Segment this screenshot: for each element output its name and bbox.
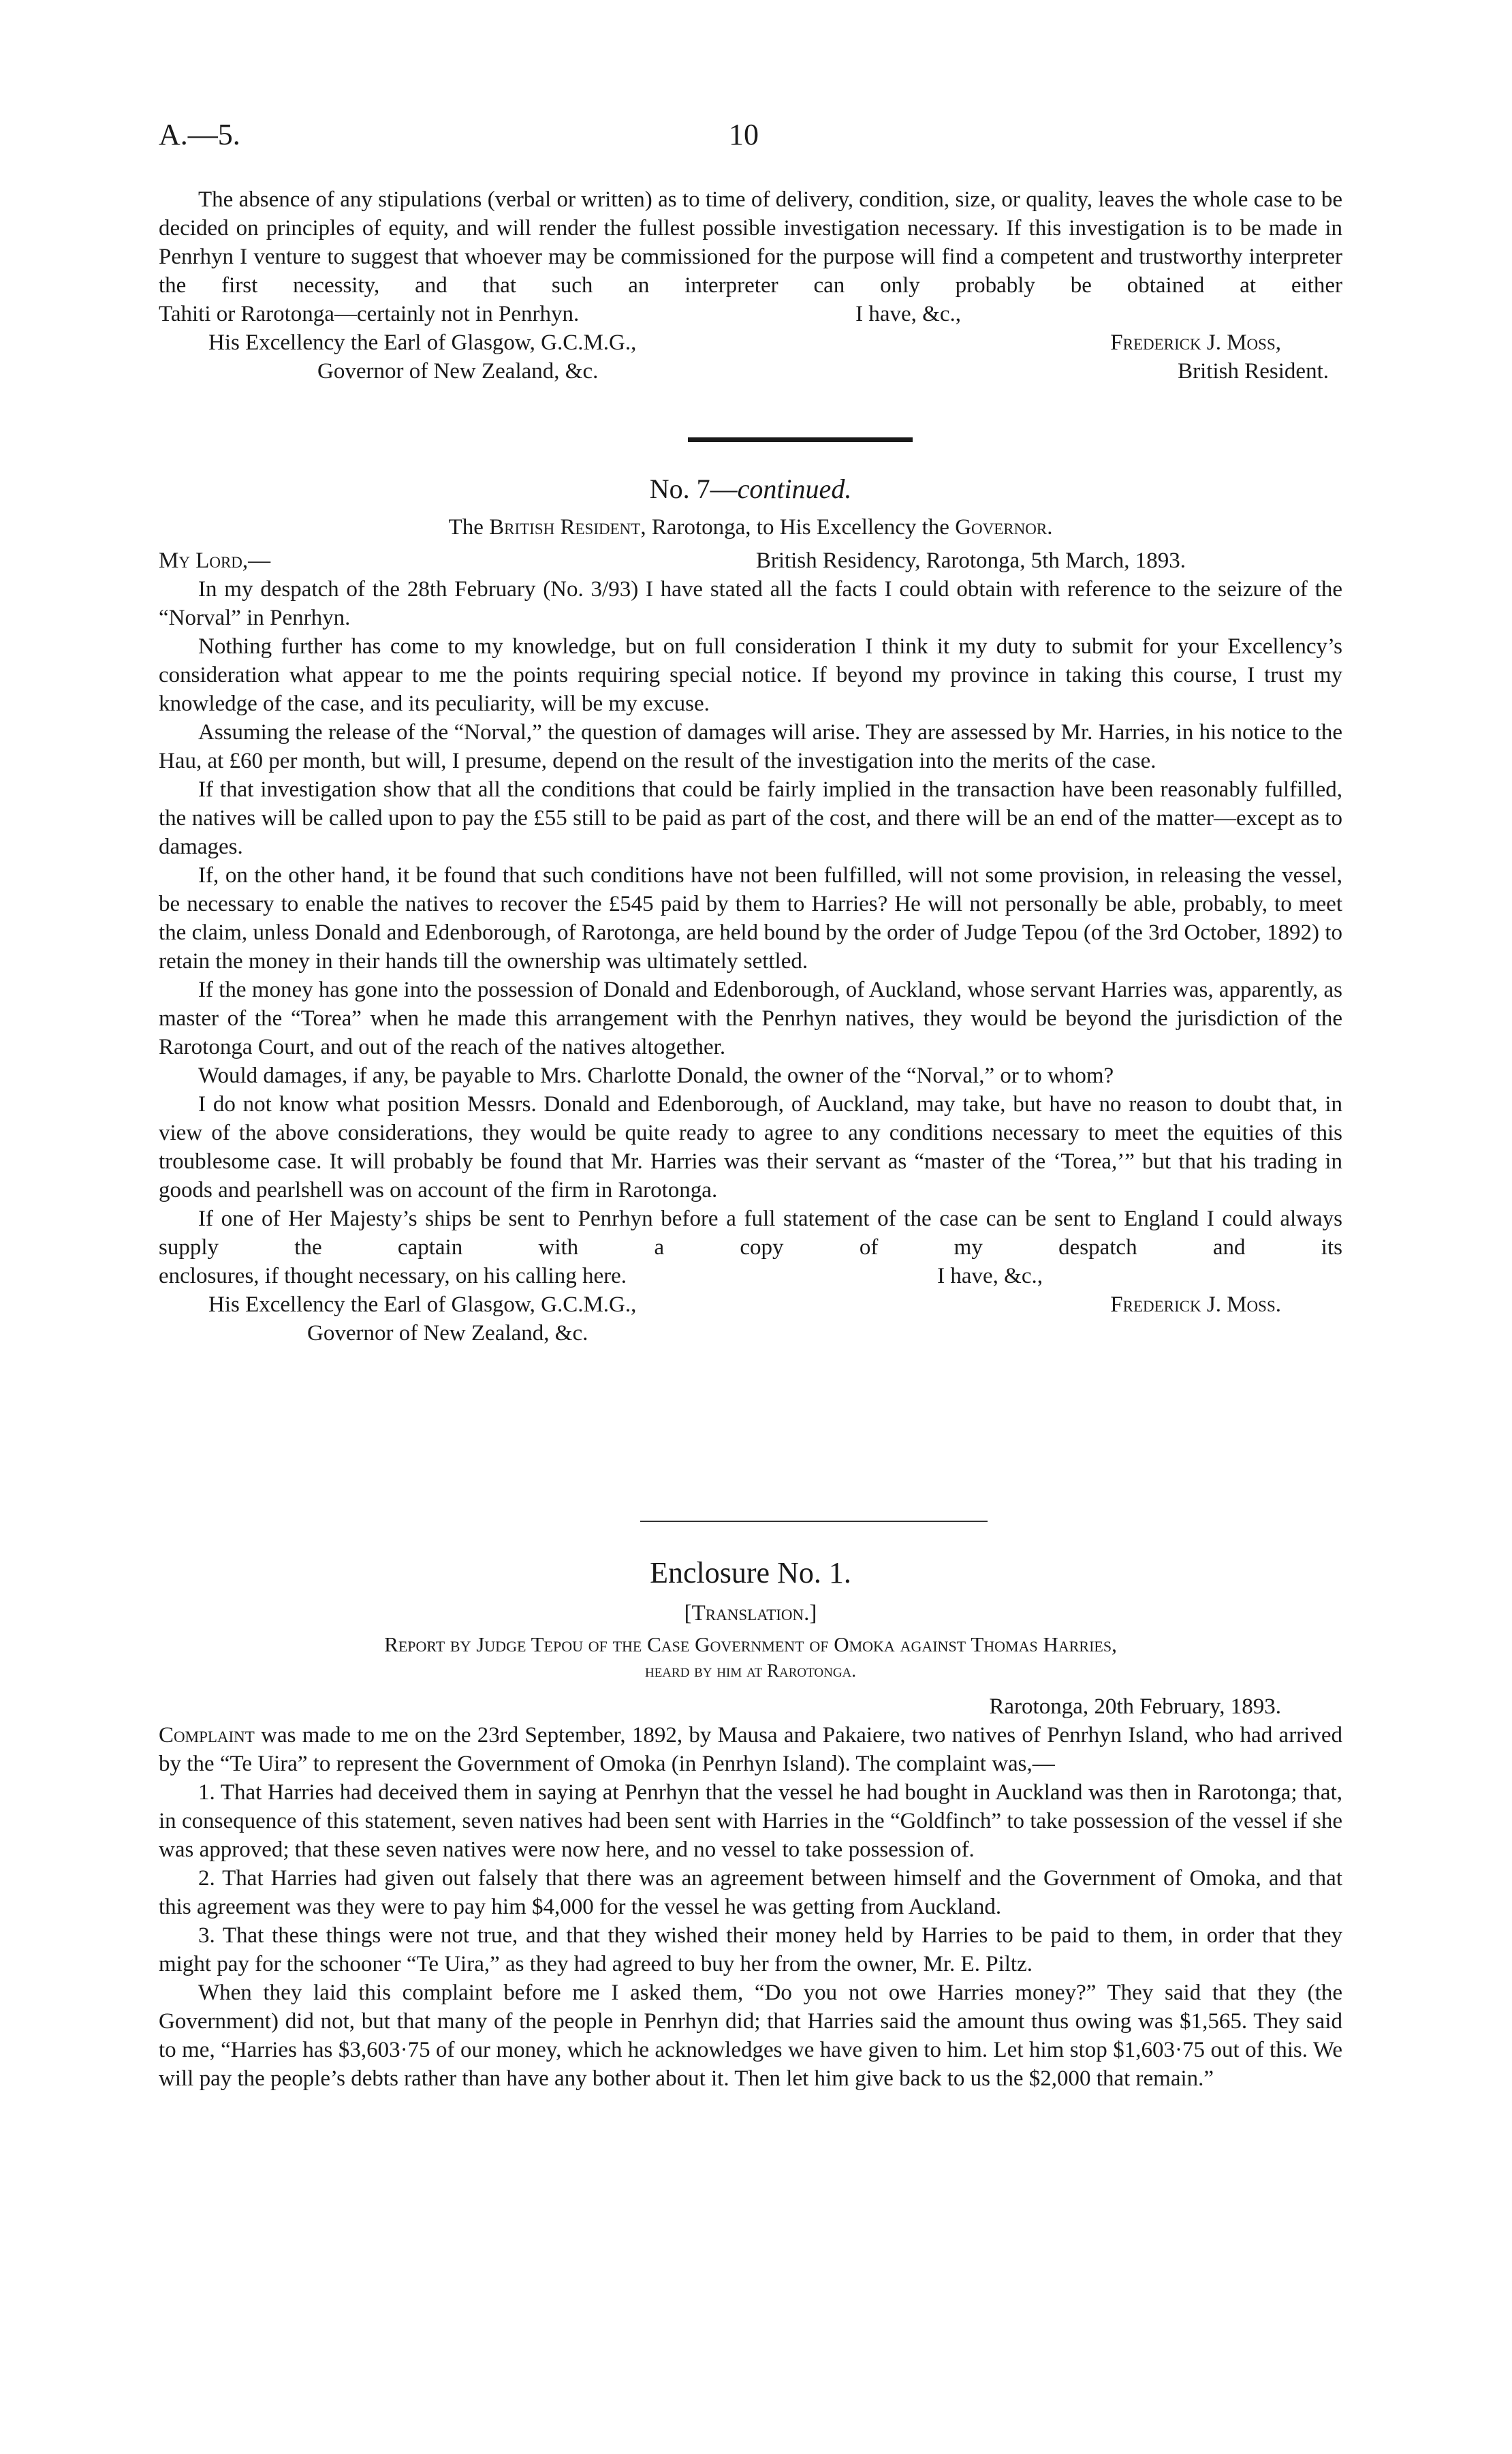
- despatch-signer: Frederick J. Moss.: [1110, 1292, 1281, 1317]
- report-heading: Report by Judge Tepou of the Case Government of Omoka against Thomas Harries,: [384, 1632, 1117, 1656]
- letter1-addressee-title: Governor of New Zealand, &c.: [317, 359, 599, 384]
- despatch-paragraph: Would damages, if any, be payable to Mrs. Charlotte Donald, the owner of the “Norval,” or to whom?: [198, 1063, 1114, 1088]
- complaint-item: 3. That these things were not true, and that they wished their money held by Harries to be paid to them, in order that they might pay for the schooner “Te Uira,” as they had agreed to buy her from the owner, Mr. E. Piltz.: [159, 1923, 1342, 1976]
- enclosure-divider: [640, 1521, 988, 1522]
- despatch-paragraph: If one of Her Majesty’s ships be sent to Penrhyn before a full statement of the case can be sent to England I could always supply the captain with a copy of my despatch and its: [159, 1207, 1342, 1260]
- despatch-paragraph: Assuming the release of the “Norval,” the question of damages will arise. They are assessed by Mr. Harries, in his notice to the Hau, at £60 per month, but will, I presume, depend on the result of the investigation into the merits of the case.: [159, 720, 1342, 773]
- report-subheading: heard by him at Rarotonga.: [644, 1660, 857, 1681]
- letter-continuation: [159, 185, 1342, 386]
- section-subtitle: The British Resident, Rarotonga, to His Excellency the Governor.: [448, 515, 1053, 540]
- despatch-paragraph: I do not know what position Messrs. Donald and Edenborough, of Auckland, may take, but have no reason to doubt that, in view of the above considerations, they would be quite ready to agree to any conditions necessary to meet the equities of this troublesome case. It will probably be found that Mr. Harries was their servant as “master of the ‘Torea,’” but that his trading in goods and pearlshell was on account of the firm in Rarotonga.: [159, 1092, 1342, 1202]
- despatch-title-line: [159, 1319, 1342, 1348]
- letter1-signature-line: [159, 328, 1342, 357]
- despatch-last-line: enclosures, if thought necessary, on his calling here.: [159, 1264, 627, 1288]
- despatch-paragraph: If, on the other hand, it be found that such conditions have not been fulfilled, will not some provision, in releasing the vessel, be necessary to enable the natives to recover the £545 paid by them to Harries? He will not personally be able, probably, to meet the claim, unless Donald and Edenborough, of Rarotonga, are held bound by the order of Judge Tepou (of the 3rd October, 1892) to retain the money in their hands till the ownership was ultimately settled.: [159, 863, 1342, 974]
- document-reference: A.—5.: [159, 118, 240, 151]
- despatch-closing: I have, &c.,: [937, 1264, 1043, 1288]
- translation-note: [Translation.]: [684, 1601, 817, 1626]
- letter1-signer-title: British Resident.: [1178, 359, 1329, 384]
- letter1-paragraph: The absence of any stipulations (verbal or written) as to time of delivery, condition, size, or quality, leaves the whole case to be decided on principles of equity, and will render the fullest possible investigation necessary. If this investigation is to be made in Penrhyn I venture to suggest that whoever may be commissioned for the purpose will find a competent and trustworthy interpreter the first necessity, and that such an interpreter can only probably be obtained at either: [159, 187, 1342, 298]
- section-title: No. 7—continued.: [649, 473, 852, 504]
- section-divider: [688, 437, 913, 442]
- complaint-item: 1. That Harries had deceived them in saying at Penrhyn that the vessel he had bought in Auckland was then in Rarotonga; that, in consequence of this statement, seven natives had been sent with Harries in the “Goldfinch” to take possession of the vessel if she was approved; that these seven natives were now here, and no vessel to take possession of.: [159, 1780, 1342, 1862]
- despatch-closing-line: [159, 1262, 1342, 1290]
- despatch-paragraph: If the money has gone into the possession of Donald and Edenborough, of Auckland, whose servant Harries was, apparently, as master of the “Torea” when he made this arrangement with the Penrhyn natives, they would be beyond the jurisdiction of the Rarotonga Court, and out of the reach of the natives altogether.: [159, 978, 1342, 1059]
- report-final-paragraph: When they laid this complaint before me I asked them, “Do you not owe Harries money?” They said that they (the Government) did not, but that many of the people in Penrhyn did; that Harries said the amount thus owing was $1,565. They said to me, “Harries has $3,603·75 of our money, which he acknowledges we have given to him. Let him stop $1,603·75 out of this. We will pay the people’s debts rather than have any bother about it. Then let him give back to us the $2,000 that remain.”: [159, 1981, 1342, 2091]
- despatch-paragraph: If that investigation show that all the conditions that could be fairly implied in the transaction have been reasonably fulfilled, the natives will be called upon to pay the £55 still to be paid as part of the cost, and there will be an end of the matter—except as to damages.: [159, 777, 1342, 859]
- complaint-paragraph: Complaint was made to me on the 23rd September, 1892, by Mausa and Pakaiere, two natives of Penrhyn Island, who had arrived by the “Te Uira” to represent the Government of Omoka (in Penrhyn Island). The complaint was,—: [159, 1723, 1342, 1776]
- letter1-closing: I have, &c.,: [855, 302, 961, 326]
- despatch-paragraph: Nothing further has come to my knowledge, but on full consideration I think it my duty to submit for your Excellency’s consideration what appear to me the points requiring special notice. If beyond my province in taking this course, I trust my knowledge of the case, and its peculiarity, will be my excuse.: [159, 634, 1342, 716]
- complaint-item: 2. That Harries had given out falsely that there was an agreement between himself and the Government of Omoka, and that this agreement was they were to pay him $4,000 for the vessel he was getting from Auckland.: [159, 1866, 1342, 1919]
- enclosure-title: Enclosure No. 1.: [650, 1556, 851, 1589]
- report-dateline-row: [159, 1692, 1342, 1721]
- salutation: My Lord,—: [159, 548, 271, 573]
- despatch-body: [159, 546, 1342, 1348]
- salutation-line: [159, 546, 1342, 575]
- despatch-addressee: His Excellency the Earl of Glasgow, G.C.M.G.,: [208, 1292, 637, 1317]
- despatch-addressee-title: Governor of New Zealand, &c.: [307, 1321, 588, 1346]
- dateline: British Residency, Rarotonga, 5th March, 1893.: [755, 548, 1186, 573]
- report-dateline: Rarotonga, 20th February, 1893.: [989, 1694, 1281, 1719]
- letter1-last-line: Tahiti or Rarotonga—certainly not in Penrhyn.: [159, 302, 580, 326]
- letter1-signer: Frederick J. Moss,: [1110, 330, 1281, 355]
- report-body: [159, 1692, 1342, 2093]
- despatch-signature-line: [159, 1290, 1342, 1319]
- letter1-title-line: [159, 357, 1342, 386]
- letter1-addressee: His Excellency the Earl of Glasgow, G.C.M.G.,: [208, 330, 637, 355]
- despatch-paragraph: In my despatch of the 28th February (No. 3/93) I have stated all the facts I could obtain with reference to the seizure of the “Norval” in Penrhyn.: [159, 577, 1342, 630]
- letter1-closing-line: [159, 300, 1342, 328]
- page-number: 10: [729, 118, 759, 151]
